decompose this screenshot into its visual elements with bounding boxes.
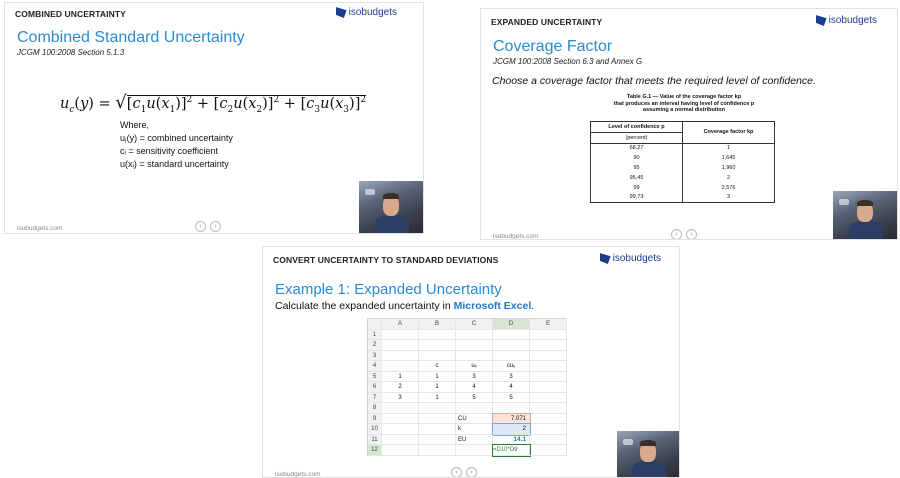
slide-nav bbox=[195, 221, 221, 232]
sheet-cell[interactable] bbox=[493, 403, 530, 414]
combined-uncertainty-formula: $u_c(y) = √[c_1u(x_1)]^2 + [c_2u(x_2)]^2 + [c_3u(x_3)]^2$ bbox=[60, 92, 367, 115]
active-formula-cell[interactable]: =D10*D9 bbox=[493, 445, 530, 456]
prev-slide-button[interactable]: ‹ bbox=[451, 467, 462, 478]
table-row bbox=[591, 192, 775, 202]
coverage-cell: 1,645 bbox=[683, 153, 775, 163]
column-header-d[interactable]: D bbox=[493, 319, 530, 330]
sheet-cell[interactable] bbox=[530, 424, 567, 435]
logo-mark-icon bbox=[816, 15, 827, 26]
table-row bbox=[591, 163, 775, 173]
row-header[interactable]: 12 bbox=[368, 445, 382, 456]
logo-mark-icon bbox=[336, 7, 347, 18]
sheet-cell[interactable] bbox=[493, 330, 530, 341]
table-row bbox=[591, 153, 775, 163]
footer-url: isobudgets.com bbox=[275, 471, 321, 478]
slide-nav bbox=[671, 229, 697, 240]
slide-title: Example 1: Expanded Uncertainty bbox=[275, 281, 502, 298]
confidence-cell: 68,27 bbox=[591, 143, 683, 153]
confidence-cell: 95,45 bbox=[591, 173, 683, 183]
sheet-cell[interactable] bbox=[419, 351, 456, 362]
row-header[interactable]: 8 bbox=[368, 403, 382, 414]
sheet-cell[interactable] bbox=[530, 340, 567, 351]
sheet-cell[interactable]: 1 bbox=[419, 393, 456, 404]
slide-nav bbox=[451, 467, 477, 478]
definition-standard: u(xᵢ) = standard uncertainty bbox=[120, 159, 229, 169]
sheet-cell[interactable] bbox=[493, 351, 530, 362]
slide-header bbox=[5, 3, 423, 25]
sheet-cell[interactable] bbox=[456, 351, 493, 362]
prev-slide-button[interactable]: ‹ bbox=[671, 229, 682, 240]
logo-text: isobudgets bbox=[828, 15, 877, 26]
row-header[interactable]: 1 bbox=[368, 330, 382, 341]
sheet-cell[interactable] bbox=[419, 403, 456, 414]
col-subheader-percent: (percent) bbox=[591, 132, 683, 143]
sheet-cell[interactable] bbox=[456, 340, 493, 351]
confidence-cell: 95 bbox=[591, 163, 683, 173]
table-row bbox=[591, 183, 775, 193]
sheet-cell[interactable] bbox=[382, 414, 419, 425]
app-name: Microsoft Excel bbox=[453, 300, 532, 312]
slide-title: Combined Standard Uncertainty bbox=[17, 29, 245, 46]
confidence-cell: 90 bbox=[591, 153, 683, 163]
sheet-cell[interactable] bbox=[419, 330, 456, 341]
sheet-cell[interactable]: uₓ bbox=[456, 361, 493, 372]
sheet-cell[interactable] bbox=[382, 424, 419, 435]
column-header-a[interactable]: A bbox=[382, 319, 419, 330]
coverage-cell: 3 bbox=[683, 192, 775, 202]
row-header[interactable]: 3 bbox=[368, 351, 382, 362]
sheet-cell[interactable]: 5 bbox=[456, 393, 493, 404]
sheet-cell[interactable] bbox=[530, 330, 567, 341]
corner-cell[interactable] bbox=[368, 319, 382, 330]
table-row bbox=[591, 173, 775, 183]
next-slide-button[interactable]: › bbox=[686, 229, 697, 240]
col-header-confidence: Level of confidence p bbox=[591, 122, 683, 133]
row-header[interactable]: 9 bbox=[368, 414, 382, 425]
prev-slide-button[interactable]: ‹ bbox=[195, 221, 206, 232]
coverage-factor-prompt: Choose a coverage factor that meets the required level of confidence. bbox=[492, 75, 816, 87]
slide-section-label: COMBINED UNCERTAINTY bbox=[15, 9, 126, 19]
coverage-cell: 1 bbox=[683, 143, 775, 153]
eu-value-cell[interactable]: 14.1 bbox=[493, 435, 530, 446]
sheet-cell[interactable] bbox=[382, 445, 419, 456]
col-header-coverage: Coverage factor kp bbox=[683, 122, 775, 144]
sheet-cell[interactable]: 1 bbox=[419, 382, 456, 393]
isobudgets-logo bbox=[336, 7, 397, 18]
slide-section-label: EXPANDED UNCERTAINTY bbox=[491, 17, 603, 27]
sheet-cell[interactable]: 2 bbox=[382, 382, 419, 393]
confidence-cell: 99 bbox=[591, 183, 683, 193]
sheet-cell[interactable]: 4 bbox=[493, 382, 530, 393]
sheet-cell[interactable] bbox=[493, 340, 530, 351]
slide-header bbox=[481, 9, 897, 31]
sheet-cell[interactable]: 5 bbox=[493, 393, 530, 404]
coverage-cell: 2 bbox=[683, 173, 775, 183]
logo-text: isobudgets bbox=[612, 253, 661, 264]
definition-combined: uⱼ(y) = combined uncertainty bbox=[120, 133, 233, 143]
sheet-cell[interactable] bbox=[382, 403, 419, 414]
sheet-cell[interactable] bbox=[530, 361, 567, 372]
coverage-cell: 1,960 bbox=[683, 163, 775, 173]
row-header[interactable]: 6 bbox=[368, 382, 382, 393]
sheet-cell[interactable]: cuₓ bbox=[493, 361, 530, 372]
caption-line: that produces an interval having level of confidence p bbox=[613, 100, 755, 107]
sheet-cell[interactable]: 4 bbox=[456, 382, 493, 393]
row-header[interactable]: 7 bbox=[368, 393, 382, 404]
sheet-cell[interactable] bbox=[419, 424, 456, 435]
column-header-c[interactable]: C bbox=[456, 319, 493, 330]
sheet-cell[interactable] bbox=[530, 445, 567, 456]
sheet-cell[interactable] bbox=[419, 414, 456, 425]
calc-punct: . bbox=[531, 300, 535, 312]
sheet-cell[interactable] bbox=[530, 403, 567, 414]
presenter-webcam bbox=[617, 431, 679, 477]
sheet-cell[interactable] bbox=[382, 340, 419, 351]
sheet-cell[interactable] bbox=[419, 435, 456, 446]
slide-header bbox=[263, 247, 679, 269]
calc-text: Calculate the expanded uncertainty in bbox=[275, 300, 454, 312]
calc-instruction bbox=[275, 300, 534, 312]
presenter-webcam bbox=[359, 181, 423, 233]
sheet-cell[interactable]: CU bbox=[456, 414, 493, 425]
isobudgets-logo bbox=[600, 253, 661, 264]
cu-value-cell[interactable]: 7.071 bbox=[493, 414, 530, 425]
excel-spreadsheet[interactable] bbox=[367, 318, 567, 456]
logo-mark-icon bbox=[600, 253, 611, 264]
k-value-cell[interactable]: 2 bbox=[493, 424, 530, 435]
sheet-cell[interactable]: c bbox=[419, 361, 456, 372]
coverage-cell: 2,576 bbox=[683, 183, 775, 193]
row-header[interactable]: 10 bbox=[368, 424, 382, 435]
where-label: Where, bbox=[120, 120, 150, 130]
formula-definitions bbox=[120, 119, 233, 171]
slide-combined-uncertainty[interactable] bbox=[4, 2, 424, 234]
sheet-cell[interactable] bbox=[456, 330, 493, 341]
logo-text: isobudgets bbox=[348, 7, 397, 18]
caption-line: Table G.1 — Value of the coverage factor kp bbox=[626, 94, 742, 100]
table-caption bbox=[584, 94, 784, 114]
footer-url: isobudgets.com bbox=[493, 233, 539, 240]
sheet-cell[interactable] bbox=[456, 445, 493, 456]
sheet-cell[interactable]: 3 bbox=[382, 393, 419, 404]
sheet-cell[interactable] bbox=[530, 414, 567, 425]
sheet-cell[interactable]: 1 bbox=[419, 372, 456, 383]
next-slide-button[interactable]: › bbox=[210, 221, 221, 232]
row-header[interactable]: 4 bbox=[368, 361, 382, 372]
slide-section-label: CONVERT UNCERTAINTY TO STANDARD DEVIATIONS bbox=[273, 255, 499, 265]
sheet-cell[interactable] bbox=[530, 382, 567, 393]
isobudgets-logo bbox=[816, 15, 877, 26]
row-header[interactable]: 11 bbox=[368, 435, 382, 446]
table-row bbox=[591, 143, 775, 153]
column-header-b[interactable]: B bbox=[419, 319, 456, 330]
caption-line: assuming a normal distribution bbox=[643, 107, 725, 113]
column-header-e[interactable]: E bbox=[530, 319, 567, 330]
sheet-cell[interactable] bbox=[382, 435, 419, 446]
confidence-cell: 99,73 bbox=[591, 192, 683, 202]
sheet-cell[interactable]: 1 bbox=[382, 372, 419, 383]
sheet-cell[interactable] bbox=[382, 361, 419, 372]
sheet-cell[interactable] bbox=[530, 372, 567, 383]
sheet-cell[interactable] bbox=[382, 330, 419, 341]
slide-reference: JCGM 100:2008 Section 6.3 and Annex G bbox=[493, 57, 643, 66]
slide-reference: JCGM 100:2008 Section 5.1.3 bbox=[17, 48, 125, 57]
sheet-cell[interactable] bbox=[456, 403, 493, 414]
sheet-cell[interactable]: k bbox=[456, 424, 493, 435]
definition-sensitivity: cᵢ = sensitivity coefficient bbox=[120, 146, 219, 156]
slide-title: Coverage Factor bbox=[493, 38, 613, 55]
next-slide-button[interactable]: › bbox=[466, 467, 477, 478]
row-header[interactable]: 5 bbox=[368, 372, 382, 383]
sheet-cell[interactable] bbox=[530, 351, 567, 362]
sheet-cell[interactable] bbox=[419, 340, 456, 351]
sheet-cell[interactable] bbox=[530, 393, 567, 404]
footer-url: isobudgets.com bbox=[17, 225, 63, 232]
row-header[interactable]: 2 bbox=[368, 340, 382, 351]
coverage-factor-table bbox=[590, 121, 775, 203]
sheet-cell[interactable] bbox=[382, 351, 419, 362]
presenter-webcam bbox=[833, 191, 897, 239]
sheet-cell[interactable] bbox=[419, 445, 456, 456]
sheet-cell[interactable] bbox=[530, 435, 567, 446]
sheet-cell[interactable]: EU bbox=[456, 435, 493, 446]
sheet-cell[interactable]: 3 bbox=[456, 372, 493, 383]
sheet-cell[interactable]: 3 bbox=[493, 372, 530, 383]
